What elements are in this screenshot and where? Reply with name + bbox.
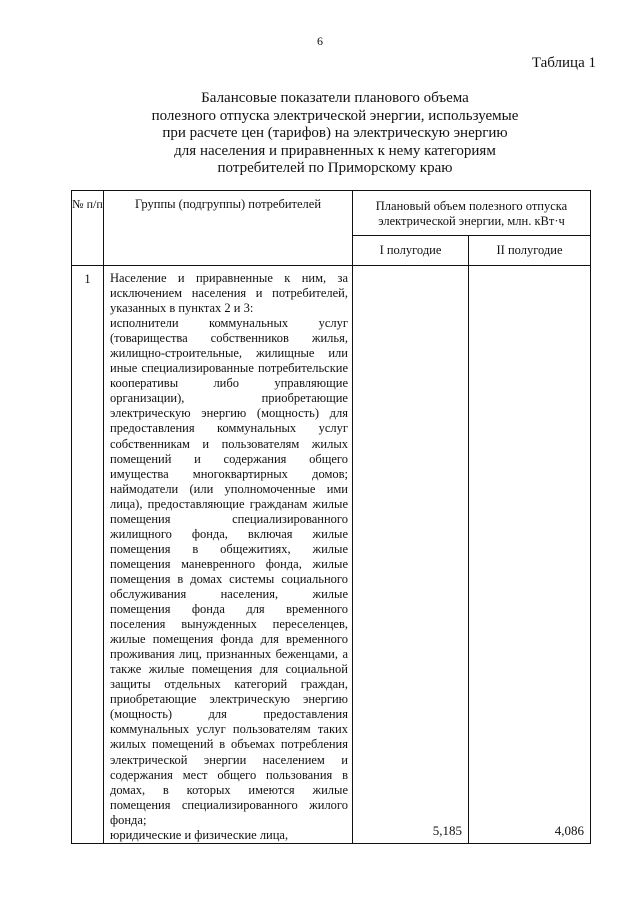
title-line: для населения и приравненных к нему категориям <box>174 142 496 159</box>
row-description-cell <box>104 266 353 844</box>
header-volume: Плановый объем полезного отпуска электрической энергии, млн. кВт·ч <box>353 191 591 236</box>
header-groups: Группы (подгруппы) потребителей <box>104 191 353 266</box>
table-label: Таблица 1 <box>531 55 596 71</box>
page-number: 6 <box>317 34 323 48</box>
title-line: Балансовые показатели планового объема <box>201 90 469 106</box>
document-title <box>100 90 570 178</box>
row-text-last: юридические и физические лица, <box>110 827 289 842</box>
row-value-half2-cell <box>469 266 591 844</box>
balance-table <box>71 190 591 844</box>
header-number: № п/п <box>72 191 104 266</box>
row-value-half1-cell <box>353 266 469 844</box>
row-number: 1 <box>72 266 104 844</box>
title-line: полезного отпуска электрической энергии, используемые <box>151 107 519 124</box>
header-half2: II полугодие <box>469 236 591 266</box>
table-row <box>72 266 591 844</box>
row-description <box>104 266 352 843</box>
row-text-intro: Население и приравненные к ним, за исключением населения и потребителей, указанных в пунктах 2 и 3: <box>110 271 348 316</box>
header-half1: I полугодие <box>353 236 469 266</box>
row-value-half2: 4,086 <box>554 822 585 838</box>
row-text-main: исполнители коммунальных услуг (товарищества собственников жилья, жилищно-строительные, жилищные или иные специализированные потребительские кооперативы либо управляющие организации), приобретающие электрическую энергию (мощность) для предоставления коммунальных услуг собственникам и пользователям жилых помещений и содержания общего имущества многоквартирных домов; наймодатели (или уполномоченные ими лица), предоставляющие гражданам жилые помещения специализированного жилищного фонда, включая жилые помещения в общежитиях, жилые помещения маневренного фонда, жилые помещения в домах системы социального обслуживания населения, жилые помещения фонда для временного поселения вынужденных переселенцев, жилые помещения фонда для временного проживания лиц, признанных беженцами, а также жилые помещения для социальной защиты отдельных категорий граждан, приобретающие электрическую энергию (мощность) для предоставления коммунальных услуг пользователям таких жилых помещений в объемах потребления электрической энергии населением и содержания мест общего пользования в домах, в которых имеются жилые помещения специализированного жилого фонда; <box>110 316 348 827</box>
title-line: при расчете цен (тарифов) на электрическую энергию <box>162 125 508 142</box>
title-line: потребителей по Приморскому краю <box>217 160 453 177</box>
row-value-half1: 5,185 <box>432 822 462 838</box>
